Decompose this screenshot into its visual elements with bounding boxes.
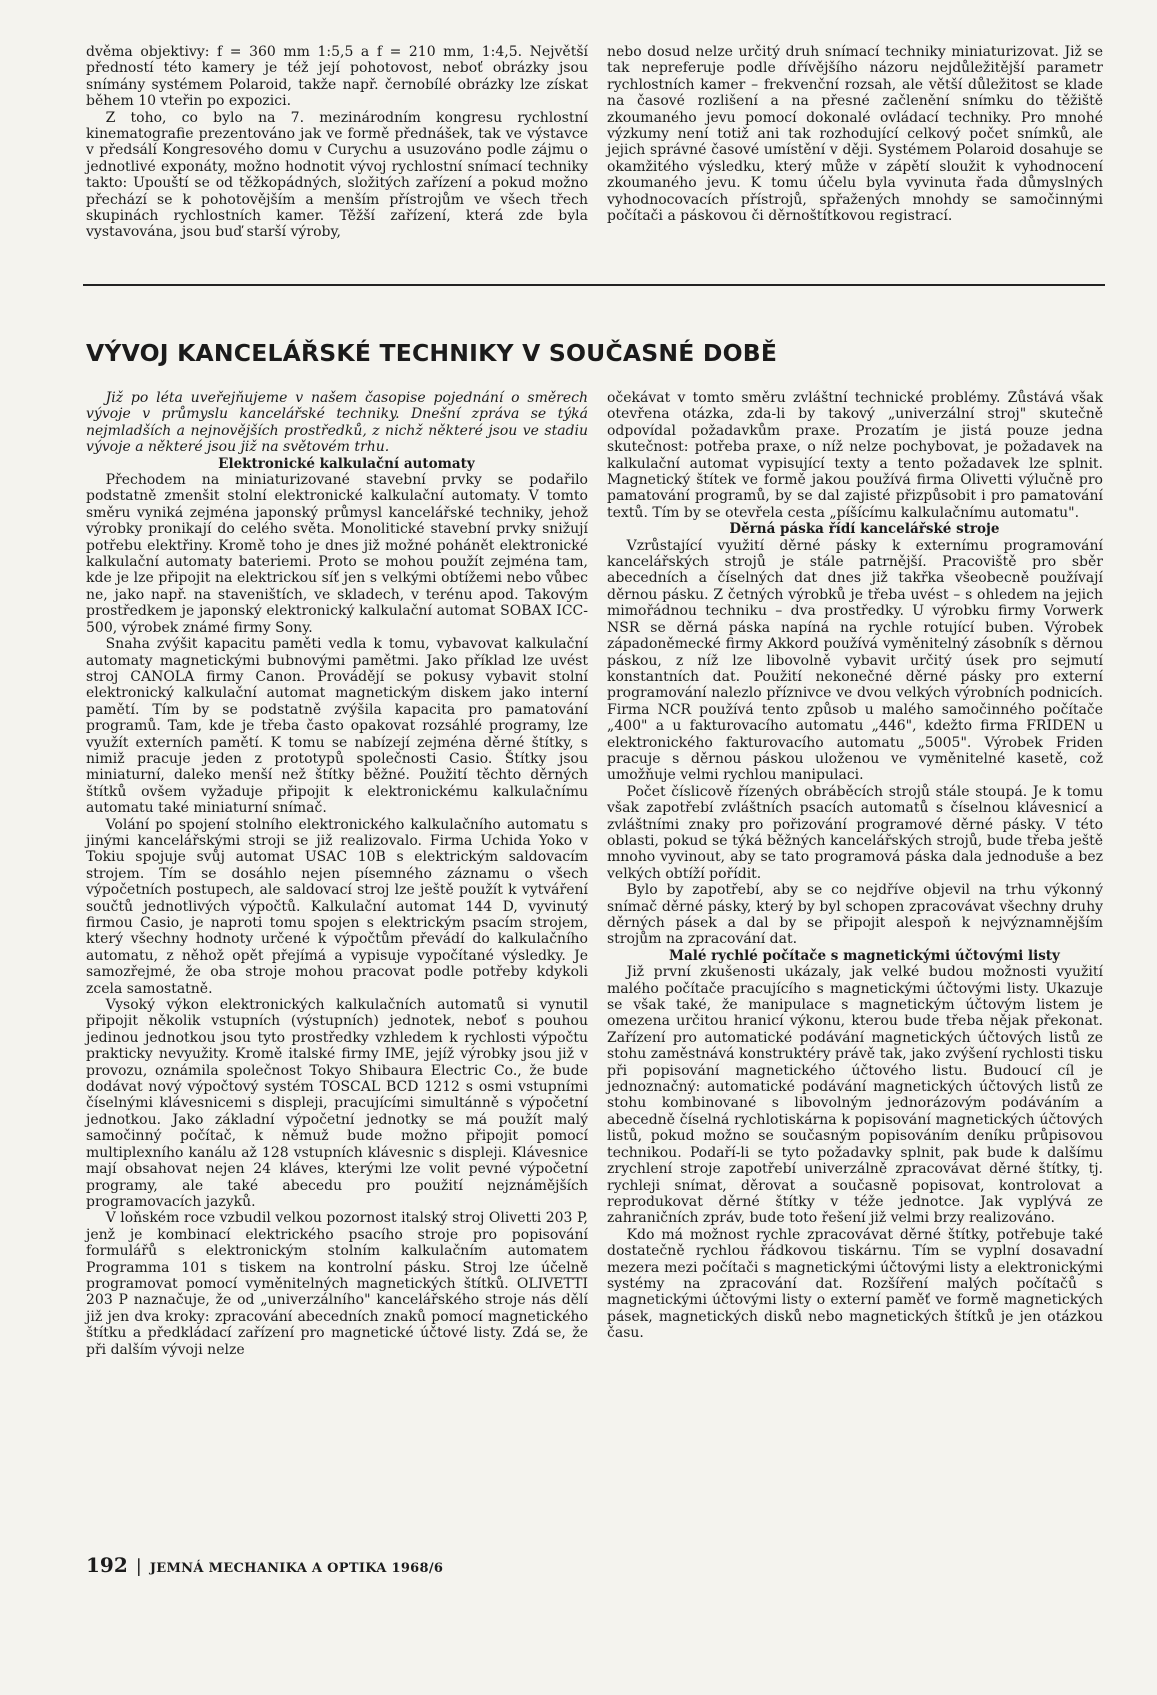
body-paragraph: Vzrůstající využití děrné pásky k externímu programování kancelářských strojů je stále patrnější. Pracoviště pro sběr abecedních a číselných dat dnes již takřka všeobecně používají děrnou pásku. Z četných výrobků je třeba uvést – s ohledem na jejich mimořádnou techniku – dva prostředky. U výrobku firmy Vorwerk NSR se děrná páska napíná na rychle rotující buben. Výrobek západoněmecké firmy Akkord používá vyměnitelný zásobník s děrnou páskou, z níž lze libovolně vybavit určitý úsek pro sejmutí konstantních dat. Použití nekonečné děrné pásky pro externí programování nalezlo příznivce ve dvou velkých výrobních podnicích. Firma NCR používá tento způsob u malého samočinného počítače „400" a u fakturovacího automatu „446", kdežto firma FRIDEN u elektronického fakturovacího automatu „5005". Výrobek Friden pracuje s děrnou páskou uloženou ve vyměnitelné kasetě, což umožňuje velmi rychlou manipulaci. [607,537,1103,784]
body-paragraph: Již první zkušenosti ukázaly, jak velké budou možnosti využití malého počítače pracujícího s magnetickými účtovými listy. Ukazuje se však také, že manipulace s magnetickým účtovým listem je omezena určitou hranicí výkonu, kterou bude třeba nějak překonat. Zařízení pro automatické podávání magnetických účtových listů ze stohu zaměstnává konstruktéry právě tak, jako zvýšení rychlosti tisku při popisování magnetického účtového listu. Budoucí cíl je jednoznačný: automatické podávání magnetických účtových listů ze stohu kombinované s libovolným jednorázovým podáváním a abecedně číselná rychlotiskárna k popisování magnetických účtových listů, pokud možno se současným popisováním deníku průpisovou technikou. Podaří-li se tyto požadavky splnit, pak bude k dalšímu zrychlení stroje zapotřebí univerzálně zpracovávat děrné štítky, tj. rychleji snímat, děrovat a současně popisovat, kontrolovat a reprodukovat děrné štítky v téže jednotce. Jak vyplývá ze zahraničních zpráv, bude toto řešení již velmi brzy realizováno. [607,964,1103,1227]
section-heading: Děrná páska řídí kancelářské stroje [729,521,1000,538]
section-heading: Elektronické kalkulační automaty [218,455,475,472]
body-paragraph: Kdo má možnost rychle zpracovávat děrné štítky, potřebuje také dostatečně rychlou řádkovou tiskárnu. Tím se vyplní dosavadní mezera mezi počítači s magnetickými účtovými listy a elektronickými systémy na zpracování dat. Rozšíření malých počítačů s magnetickými účtovými listy o externí paměť ve formě magnetických pásek, magnetických disků nebo magnetických štítků je jen otázkou času. [607,1226,1103,1342]
section-heading: Malé rychlé počítače s magnetickými účtovými listy [669,947,1060,964]
article-column-left [86,390,588,1358]
body-paragraph: V loňském roce vzbudil velkou pozornost italský stroj Olivetti 203 P, jenž je kombinací elektrického psacího stroje pro popisování formulářů s elektronickým stolním kalkulačním automatem Programma 101 s tiskem na kontrolní pásku. Stroj lze účelně programovat pomocí vyměnitelných magnetických štítků. OLIVETTI 203 P naznačuje, že od „univerzálního" kancelářského stroje nás dělí již jen dva kroky: zpracování abecedních znaků pomocí magnetického štítku a předkládací zařízení pro magnetické účtové listy. Zdá se, že při dalším vývoji nelze [86,1210,588,1358]
article-column-right [607,390,1103,1342]
previous-article-column-right [607,44,1103,224]
body-paragraph: Snaha zvýšit kapacitu paměti vedla k tomu, vybavovat kalkulační automaty magnetickými bubnovými pamětmi. Jako příklad lze uvést stroj CANOLA firmy Canon. Provádějí se pokusy vybavit stolní elektronický kalkulační automat magnetickým diskem jako interní pamětí. Tím by se podstatně zvýšila kapacita pro pamatování programů. Tam, kde je třeba často opakovat rozsáhlé programy, lze využít externích pamětí. K tomu se nabízejí zejména děrné štítky, s nimiž pracuje jeden z prototypů společnosti Casio. Štítky jsou miniaturní, daleko menší než štítky běžné. Použití těchto děrných štítků ovšem vyžaduje připojit k elektronickému kalkulačnímu automatu také miniaturní snímač. [86,636,588,817]
article-divider [83,284,1105,286]
article-lead: Již po léta uveřejňujeme v našem časopise pojednání o směrech vývoje v průmyslu kancelářské techniky. Dnešní zpráva se týká nejmladších a nejnovějších prostředků, z nichž některé jsou ve stadiu vývoje a některé jsou již na světovém trhu. [86,390,588,456]
body-paragraph: Z toho, co bylo na 7. mezinárodním kongresu rychlostní kinematografie prezentováno jak ve formě přednášek, tak ve výstavce v předsálí Kongresového domu v Curychu a usuzováno podle zájmu o jednotlivé exponáty, možno hodnotit vývoj rychlostní snímací techniky takto: Upouští se od těžkopádných, složitých zařízení a pokud možno přechází se k pohotovějším a menším přístrojům ve všech třech skupinách rychlostních kamer. Těžší zařízení, která zde byla vystavována, jsou buď starší výroby, [86,109,588,241]
previous-article-column-left [86,44,588,241]
page-footer [86,1553,443,1577]
body-paragraph: dvěma objektivy: f = 360 mm 1:5,5 a f = 210 mm, 1:4,5. Největší předností této kamery je též její pohotovost, neboť obrázky jsou snímány systémem Polaroid, takže např. černobílé obrázky lze získat během 10 vteřin po expozici. [86,44,588,110]
footer-separator: | [135,1556,142,1577]
body-paragraph: Bylo by zapotřebí, aby se co nejdříve objevil na trhu výkonný snímač děrné pásky, který by byl schopen zpracovávat všechny druhy děrných pásek a dal by se připojit alespoň k nejvýznamnějším strojům na zpracování dat. [607,882,1103,948]
journal-name: JEMNÁ MECHANIKA A OPTIKA 1968/6 [149,1561,444,1576]
body-paragraph: Vysoký výkon elektronických kalkulačních automatů si vynutil připojit několik vstupních (výstupních) jednotek, neboť s pouhou jedinou jednotkou jsou tyto prostředky vzhledem k rychlosti výpočtu prakticky nevyužity. Kromě italské firmy IME, jejíž výrobky jsou již v provozu, oznámila společnost Tokyo Shibaura Electric Co., že bude dodávat nový výpočtový systém TOSCAL BCD 1212 s osmi vstupními číselnými klávesnicemi s displeji, pracujícími simultánně s výpočetní jednotkou. Jako základní výpočetní jednotky se má použít malý samočinný počítač, k němuž bude možno připojit pomocí multiplexního kanálu až 128 vstupních klávesnic s displeji. Klávesnice mají obsahovat nejen 24 kláves, kterými lze volit pevné výpočetní programy, ale také abecedu pro použití nejznámějších programovacích jazyků. [86,997,588,1210]
body-paragraph: nebo dosud nelze určitý druh snímací techniky miniaturizovat. Již se tak nepreferuje podle dřívějšího názoru nejdůležitější parametr rychlostních kamer – frekvenční rozsah, ale větší důležitost se klade na časové rozlišení a na přesné začlenění snímku do těžiště zkoumaného jevu pomocí dokonalé ovládací techniky. Pro mnohé výzkumy není totiž ani tak rozhodující celkový počet snímků, ale jejich správné časové umístění v ději. Systémem Polaroid dosahuje se okamžitého výsledku, který může v zápětí sloužit k vyhodnocení zkoumaného jevu. K tomu účelu byla vyvinuta řada důmyslných vyhodnocovacích přístrojů, spřažených mnohdy se samočinnými počítači a páskovou či děrnoštítkovou registrací. [607,44,1103,225]
body-paragraph: očekávat v tomto směru zvláštní technické problémy. Zůstává však otevřena otázka, zda-li by takový „univerzální stroj" skutečně odpovídal požadavkům praxe. Prozatím je jistá pouze jedna skutečnost: potřeba praxe, o níž nelze pochybovat, je požadavek na kalkulační automat vypisující texty a tento požadavek lze splnit. Magnetický štítek ve formě jakou používá firma Olivetti výlučně pro pamatování programů, by se dal zajisté přizpůsobit i pro pamatování textů. Tím by se otevřela cesta „píšícímu kalkulačnímu automatu". [607,390,1103,521]
page-number: 192 [86,1553,128,1577]
article-headline: VÝVOJ KANCELÁŘSKÉ TECHNIKY V SOUČASNÉ DOBĚ [86,339,778,367]
body-paragraph: Volání po spojení stolního elektronického kalkulačního automatu s jinými kancelářskými stroji se již realizovalo. Firma Uchida Yoko v Tokiu spojuje svůj automat USAC 10B s elektrickým saldovacím strojem. Tím se dosáhlo nejen písemného záznamu o všech výpočetních postupech, ale saldovací stroj lze ještě použít k vytváření součtů jednotlivých výpočtů. Kalkulační automat 144 D, vyvinutý firmou Casio, je naproti tomu spojen s elektrickým psacím strojem, který všechny hodnoty určené k výpočtům převádí do kalkulačního automatu, z něhož opět přejímá a vypisuje vypočítané výsledky. Je samozřejmé, že oba stroje mohou pracovat podle potřeby kdykoli zcela samostatně. [86,816,588,997]
body-paragraph: Počet číslicově řízených obráběcích strojů stále stoupá. Je k tomu však zapotřebí zvláštních psacích automatů s číselnou klávesnicí a zvláštními znaky pro pořizování programové děrné pásky. V této oblasti, pokud se týká běžných kancelářských strojů, bude třeba ještě mnoho vyvinout, aby se tato programová páska dala jednoduše a bez velkých obtíží pořídit. [607,783,1103,882]
body-paragraph: Přechodem na miniaturizované stavební prvky se podařilo podstatně zmenšit stolní elektronické kalkulační automaty. V tomto směru vyniká zejména japonský průmysl kancelářské techniky, jehož výrobky pronikají do celého světa. Monolitické stavební prvky snižují potřebu elektřiny. Kromě toho je dnes již možné pohánět elektronické kalkulační automaty bateriemi. Proto se mohou použít zejména tam, kde je lze připojit na elektrickou síť jen s velkými obtížemi nebo vůbec ne, jako např. na staveništích, ve skladech, v terénu apod. Takovým prostředkem je japonský elektronický kalkulační automat SOBAX ICC-500, výrobek známé firmy Sony. [86,472,588,636]
